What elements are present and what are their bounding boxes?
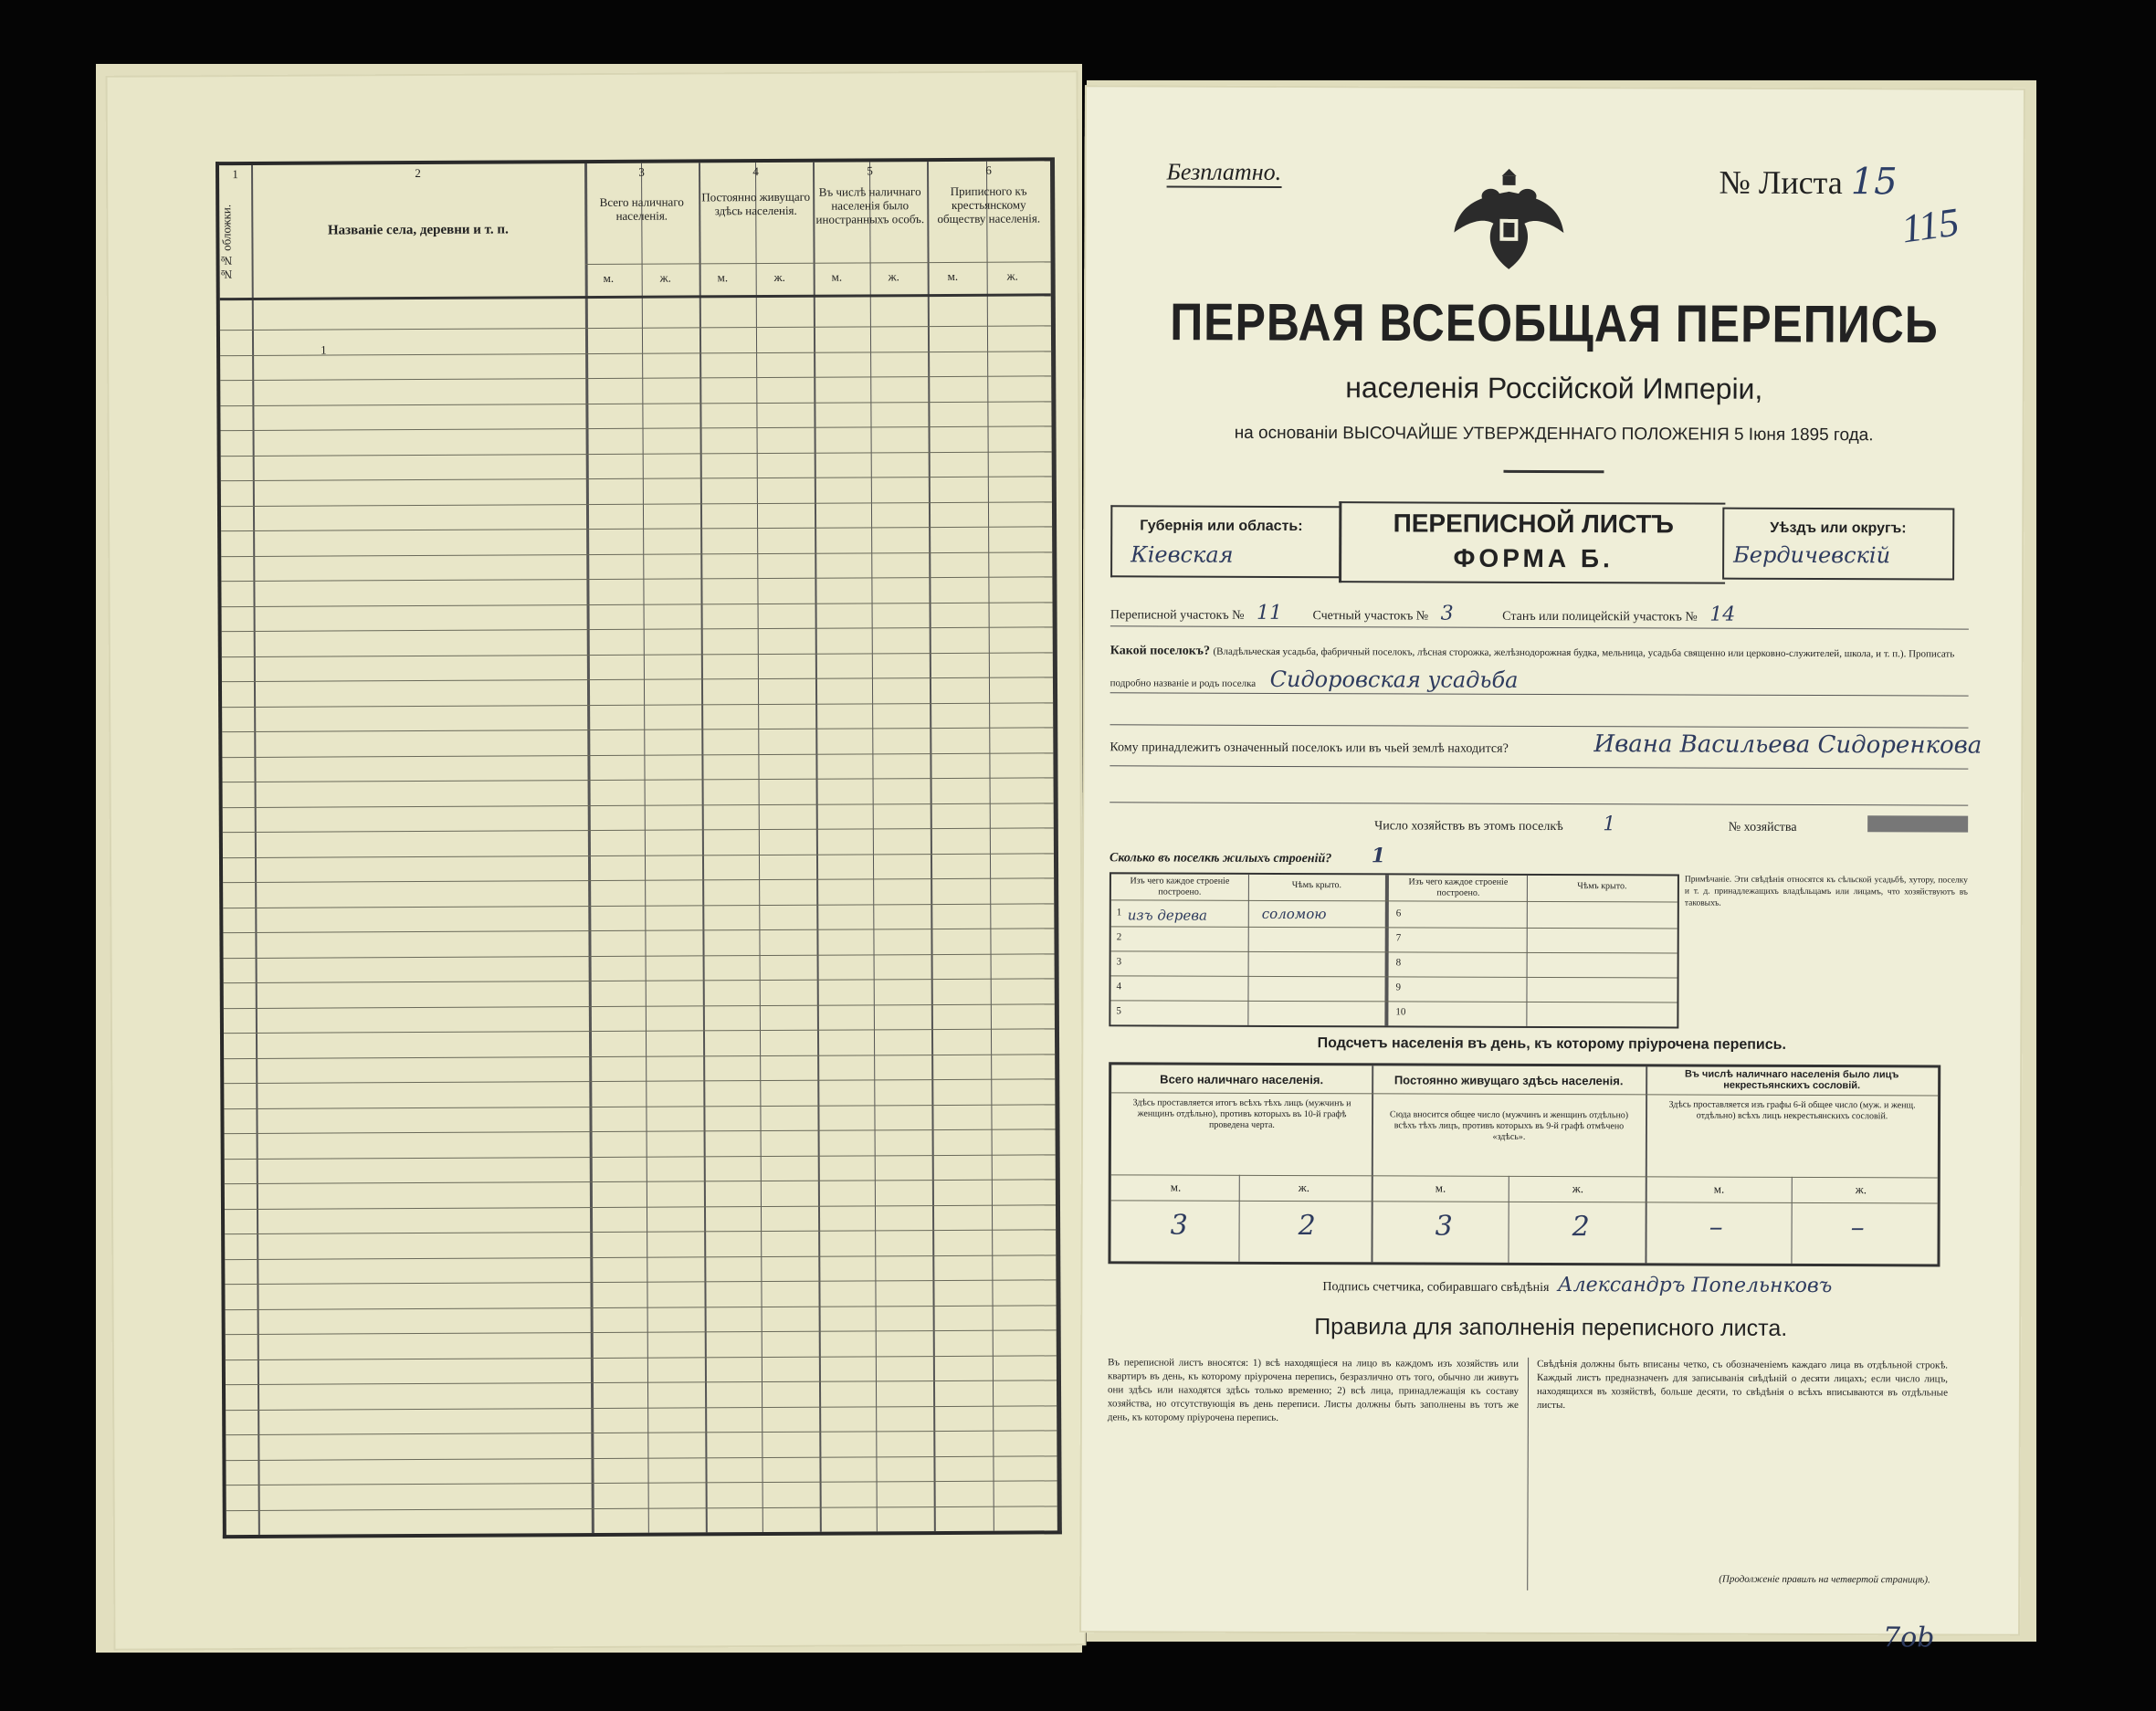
ledger-row-rule [221,551,1052,557]
ledger-row-rule [222,752,1053,758]
ledger-row-rule [226,1380,1057,1385]
ledger-row-rule [223,777,1054,782]
sheet-number-label: № Листа [1719,163,1843,202]
tally-mf: ж. [1855,1182,1867,1197]
ledger-row-rule [221,526,1052,531]
tally-divider [1371,1065,1373,1262]
tally-rule [1111,1200,1938,1203]
tally-mf: ж. [1572,1181,1584,1196]
bt-row-rule [1111,975,1677,978]
field-underline [1110,802,1968,805]
owner-label: Кому принадлежитъ означенный поселокъ или въ чьей землѣ находится? [1110,740,1509,756]
col-number: 5 [867,163,873,178]
ledger-row-rule [221,476,1052,481]
owner-value: Ивана Васильева Сидоренкова [1593,730,1982,760]
tally-divider [1645,1066,1647,1263]
rules-title: Правила для заполненія переписного листа. [1314,1314,1788,1341]
bt-row1-roof: соломою [1261,905,1327,923]
form-title: ПЕРЕПИСНОЙ ЛИСТЪ [1393,509,1674,539]
col-number: 2 [415,165,421,181]
tally-value: 2 [1298,1210,1316,1243]
tally-mf: м. [1170,1180,1182,1194]
mf-label: ж. [1006,268,1018,283]
tally-d2: Сюда вносится общее число (мужчинъ и женщинъ отдѣльно) всѣхъ тѣхъ лицъ, противъ которыхъ въ 9-й графѣ отмѣчено «здѣсь». [1389,1109,1629,1142]
bt-row-number: 3 [1116,956,1122,968]
district-label: Уѣздъ или округъ: [1770,520,1907,537]
ledger-row-rule [224,1003,1055,1009]
subtitle: населенія Россійской Имперіи, [1345,371,1763,405]
col-number: 3 [638,164,645,179]
tally-d1: Здѣсь проставляется итогъ всѣхъ тѣхъ лицъ (мужчинъ и женщинъ отдѣльно), противъ которыхъ въ 10-й графѣ проведена черта. [1132,1097,1351,1130]
ledger-row-rule [222,602,1053,607]
field-underline [1110,625,1969,629]
ledger-table [216,157,1062,1538]
bt-row1-material: изъ дерева [1127,907,1207,924]
signature-field [1322,1273,1832,1297]
ledger-row-rule [220,375,1051,381]
col4-header: Постоянно живущаго здѣсь населенія. [701,189,811,218]
buildings-field [1110,843,1385,867]
ledger-row-rule [223,853,1054,858]
bt-divider [1247,875,1249,1025]
tally-subdivider [1791,1177,1792,1264]
bt-row-number: 8 [1395,957,1402,969]
bt-row-rule [1111,950,1677,953]
ledger-row-rule [225,1254,1056,1260]
tally-value: 2 [1572,1211,1590,1244]
bt-row-number: 1 [1116,907,1122,918]
ledger-row-rule [223,803,1054,808]
right-page [1079,85,2025,1654]
ledger-row-rule [222,677,1053,682]
ledger-row-rule [224,1078,1055,1084]
tally-value: 3 [1435,1210,1453,1243]
col-number: 4 [752,164,759,179]
bt-row-number: 10 [1395,1006,1406,1018]
ledger-row-rule [226,1506,1057,1511]
census-section-label: Переписной участокъ № [1110,608,1245,623]
ledger-row-rule [223,928,1054,933]
sheet-number [1720,161,1898,204]
bt-row-number: 4 [1116,981,1122,992]
ledger-row-rule [225,1279,1056,1285]
ledger-row-rule [220,351,1051,356]
field-underline [1110,765,1968,769]
redaction-block [1867,815,1968,832]
bt-row-number: 7 [1395,932,1402,944]
field-underline [1110,724,1969,728]
households-label: Число хозяйствъ въ этомъ поселкѣ [1374,819,1563,835]
ledger-divider [641,163,649,1533]
count-section-value: 3 [1440,602,1454,625]
ledger-row-rule [226,1430,1057,1435]
mf-label: м. [603,270,615,285]
left-page [105,70,1086,1651]
province-value: Кіевская [1131,541,1234,568]
bt-header-roof: Чѣмъ крыто. [1291,880,1342,891]
tally-h2: Постоянно живущаго здѣсь населенія. [1394,1073,1624,1088]
buildings-label: Сколько въ поселкѣ жилыхъ строеній? [1109,851,1332,866]
tally-d3: Здѣсь проставляется изъ графы 6-й общее число (муж. и женщ. отдѣльно) всѣхъ лицъ некрестьянскихъ сословій. [1668,1099,1916,1122]
legal-basis: на основаніи ВЫСОЧАЙШЕ УТВЕРЖДЕННАГО ПОЛОЖЕНІЯ 5 Іюня 1895 года. [1234,423,1874,446]
col3-header: Всего наличнаго населенія. [599,194,684,223]
ledger-row-rule [222,652,1053,657]
col-number: 1 [232,167,238,182]
tally-value: – [1850,1212,1865,1244]
tally-rule [1111,1092,1938,1096]
district-box [1722,508,1954,581]
form-name: ФОРМА Б. [1453,543,1614,573]
ledger-row-rule [220,325,1051,331]
rules-divider [1527,1358,1529,1590]
mf-label: м. [831,269,843,284]
tally-mf: м. [1713,1181,1725,1196]
mf-label: ж. [659,270,671,285]
ledger-row-rule [221,576,1052,582]
bt-row-number: 2 [1116,931,1122,943]
bottom-handwritten-mark: 7ob [1882,1622,1935,1654]
census-section-field [1110,601,1735,625]
tally-value: – [1709,1211,1723,1244]
bt-header-roof: Чѣмъ крыто. [1577,881,1627,892]
mf-label: ж. [888,269,899,284]
ledger-row-rule [224,953,1055,959]
mf-label: ж. [773,269,785,284]
ledger-divider [699,163,708,1532]
ledger-row-rule [222,702,1053,708]
tally-mf: ж. [1298,1181,1310,1195]
settlement-value: Сидоровская усадьба [1269,666,1519,693]
ledger-row-rule [225,1154,1056,1160]
ledger-row-rule [221,451,1052,457]
buildings-value: 1 [1371,844,1386,868]
households-value: 1 [1603,813,1616,836]
header-divider [585,261,1051,265]
handwritten-number: 115 [1898,199,1962,252]
free-of-charge-label: Безплатно. [1167,159,1282,188]
ledger-row-rule [226,1329,1057,1335]
ledger-divider [927,162,936,1531]
district-value: Бердичевскій [1733,541,1891,569]
tally-subdivider [1238,1175,1239,1262]
police-value: 14 [1709,603,1736,626]
ledger-row-rule [224,1104,1055,1109]
bt-row-rule [1110,1000,1677,1002]
ledger-divider [584,163,594,1533]
tally-mf: м. [1435,1181,1446,1195]
ledger-row-rule [226,1355,1057,1360]
household-no-label: № хозяйства [1728,820,1797,835]
ledger-divider [813,163,822,1532]
col6-header: Приписного къ крестьянскому обществу населенія. [937,184,1041,226]
mf-label: м. [947,268,959,283]
bt-divider [1384,875,1389,1025]
signature-label: Подпись счетчика, собиравшаго свѣдѣнія [1322,1280,1550,1295]
tally-subdivider [1508,1176,1509,1263]
ledger-divider [869,162,878,1531]
tally-h1: Всего наличнаго населенія. [1160,1072,1324,1087]
ledger-row-rule [225,1179,1056,1184]
rules-column-1: Въ переписной листъ вносятся: 1) всѣ находящіеся на лицо въ каждомъ изъ хозяйствъ или квартиръ въ день, къ которому пріурочена перепись, безразлично отъ того, обычно ли живутъ они здѣсь или находятся здѣсь только временно; 2) всѣ лица, принадлежащія къ составу хозяйства, но отсутствующія въ день переписи. Листы должны быть заполнены въ тотъ же день, къ которому пріурочена перепись. [1107,1357,1520,1423]
ledger-row-rule [224,1028,1055,1034]
ledger-row-rule [223,903,1054,908]
buildings-table [1109,872,1679,1028]
ledger-row-rule [223,877,1054,883]
signature-value: Александръ Попельнковъ [1557,1274,1833,1298]
owner-field [1110,740,1508,757]
ledger-divider [251,165,260,1535]
mf-label: м. [717,270,729,285]
ledger-row-rule [225,1229,1056,1234]
bt-row-number: 6 [1395,908,1402,919]
province-box [1110,505,1341,578]
settlement-label: Какой поселокъ? [1110,644,1210,658]
ledger-row-rule [220,401,1051,406]
bt-header-mat: Изъ чего каждое строеніе построено. [1408,876,1509,898]
ledger-row-rule [226,1480,1057,1485]
count-section-label: Счетный участокъ № [1312,609,1429,624]
double-headed-eagle-icon [1449,151,1568,278]
header-bottom-rule [220,293,1051,300]
bt-header-mat: Изъ чего каждое строеніе построено. [1130,876,1230,897]
bt-row-number: 5 [1116,1005,1121,1017]
note-text: Примѣчаніе. Эти свѣдѣнія относятся къ сѣльской усадьбѣ, хутору, поселку и т. д. принадлежащихъ владѣльцамъ или лицамъ, что хозяйствуютъ въ таковыхъ. [1684,875,1968,908]
settlement-hint: (Владѣльческая усадьба, фабричный поселокъ, лѣсная сторожка, желѣзнодорожная будка, мельница, усадьба священно или церковно-служителей, школа, и т. п.). Прописать подробно названіе и родъ поселка [1110,646,1955,689]
sheet-number-value: 15 [1850,161,1898,204]
ledger-row-rule [221,425,1052,431]
ledger-divider [755,163,763,1532]
rules-continuation: (Продолженіе правилъ на четвертой страницѣ). [1719,1573,1930,1586]
bt-row-number: 9 [1395,981,1402,993]
tally-rule [1111,1174,1938,1178]
col1-header: №№ обложки. [219,204,234,282]
ledger-row-rule [225,1128,1056,1134]
form-title-box [1339,501,1725,583]
tally-value: 3 [1170,1209,1188,1242]
province-label: Губернія или область: [1140,518,1303,535]
bt-row-rule [1111,926,1677,929]
ledger-row-rule [223,827,1054,833]
rules-column-2: Свѣдѣнія должны быть вписаны четко, съ обозначеніемъ каждаго лица въ отдѣльной строкѣ. Каждый листъ предназначенъ для записыванія свѣдѣній о десяти лицахъ; если число лицъ, находящихся въ хозяйствѣ, больше десяти, то свѣдѣнія о всѣхъ вписываются въ отдѣльные листы. [1536,1358,1949,1412]
census-section-value: 11 [1256,601,1283,625]
ledger-row-rule [221,501,1052,507]
households-field [1374,812,1797,836]
bt-rule [1111,899,1677,902]
settlement-field [1110,637,1969,699]
ledger-row-rule [224,978,1055,983]
ledger-row-rule [222,727,1053,732]
ledger-row-rule [226,1405,1057,1411]
stray-mark: 1 [321,342,327,357]
col5-header: Въ числѣ наличнаго населенія было иностранныхъ особъ. [815,184,925,226]
police-label: Станъ или полицейскій участокъ № [1502,609,1698,625]
title-rule [1503,470,1604,473]
ledger-row-rule [222,626,1053,632]
col-number: 6 [985,163,992,177]
ledger-row-rule [224,1054,1055,1059]
ledger-divider [986,162,994,1531]
ledger-row-rule [225,1204,1056,1210]
page-title: ПЕРВАЯ ВСЕОБЩАЯ ПЕРЕПИСЬ [1170,292,1939,354]
ledger-row-rule [226,1455,1057,1461]
tally-h3: Въ числѣ наличнаго населенія было лицъ некрестьянскихъ сословій. [1684,1068,1899,1092]
ledger-row-rule [226,1305,1057,1310]
col2-header: Названіе села, деревни и т. п. [327,222,509,238]
tally-table [1108,1062,1940,1266]
tally-title: Подсчетъ населенія въ день, къ которому пріурочена перепись. [1317,1035,1786,1053]
